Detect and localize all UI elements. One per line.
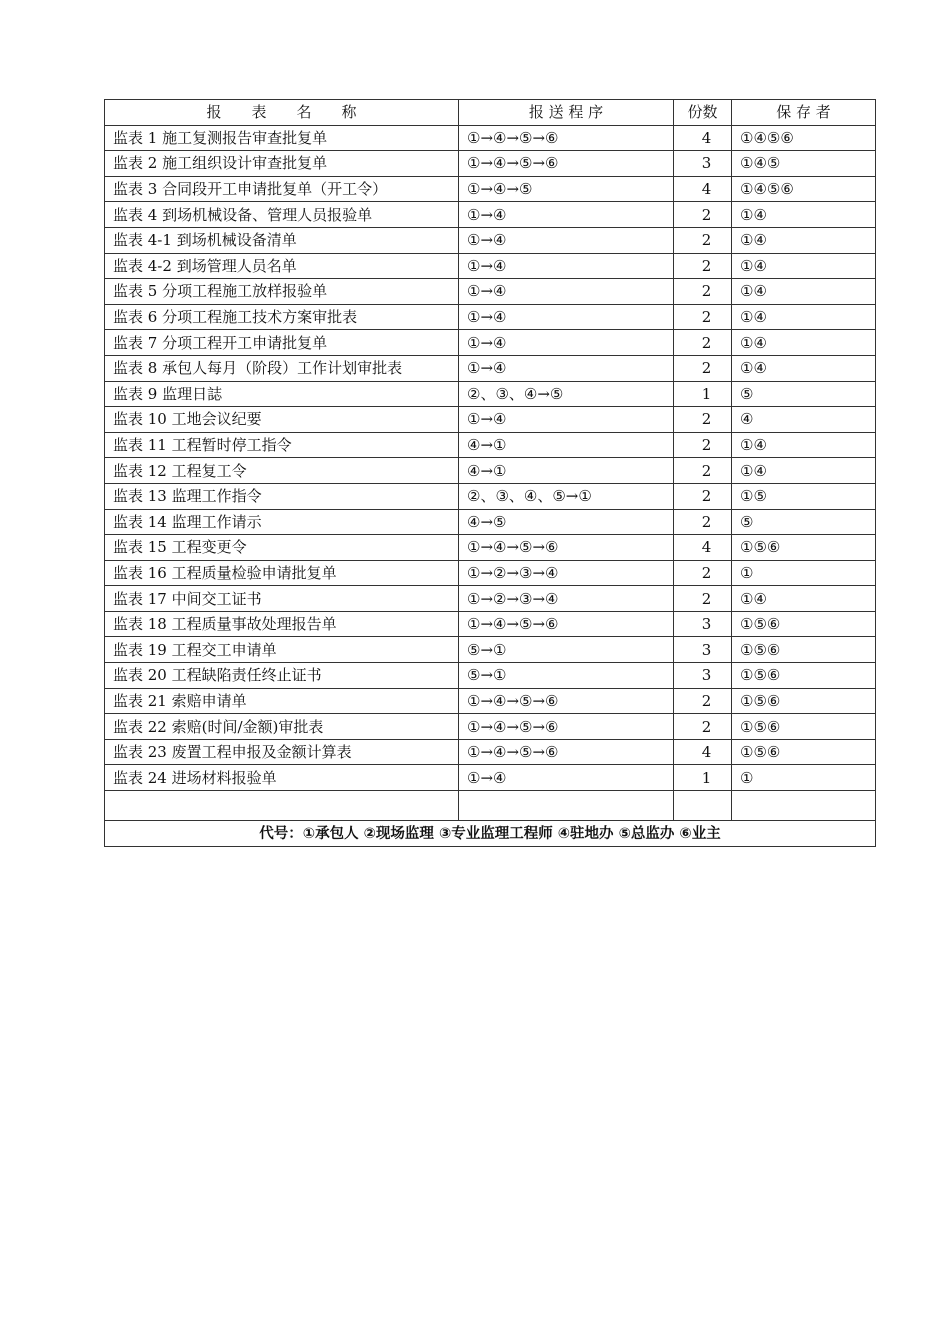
keeper-cell: ①⑤⑥ [732,663,876,689]
table-row [105,202,876,228]
submission-flow-cell: ①→④→⑤→⑥ [459,151,674,177]
keeper-cell: ①④ [732,432,876,458]
report-name-cell: 监表 10 工地会议纪要 [105,407,459,433]
copies-cell: 2 [674,714,732,740]
table-row [105,176,876,202]
report-name-cell: 监表 21 索赔申请单 [105,688,459,714]
report-name-cell: 监表 4 到场机械设备、管理人员报验单 [105,202,459,228]
copies-cell: 4 [674,125,732,151]
submission-flow-cell: ①→④ [459,765,674,791]
legend-text: 代号：①承包人 ②现场监理 ③专业监理工程师 ④驻地办 ⑤总监办 ⑥业主 [105,821,876,847]
copies-cell: 2 [674,483,732,509]
copies-cell: 1 [674,381,732,407]
keeper-cell: ①⑤⑥ [732,535,876,561]
submission-flow-cell: ①→④ [459,227,674,253]
table-row [105,355,876,381]
table-row [105,765,876,791]
report-name-cell: 监表 11 工程暂时停工指令 [105,432,459,458]
keeper-cell: ①⑤⑥ [732,637,876,663]
table-row [105,458,876,484]
table-row [105,535,876,561]
report-table [104,99,876,847]
submission-flow-cell: ①→④→⑤ [459,176,674,202]
table-header-row [105,100,876,126]
submission-flow-cell: ①→④ [459,279,674,305]
table-row [105,432,876,458]
report-name-cell: 监表 19 工程交工申请单 [105,637,459,663]
submission-flow-cell: ①→④→⑤→⑥ [459,739,674,765]
table-row [105,509,876,535]
header-report-name: 报 表 名 称 [105,100,459,126]
submission-flow-cell: ①→④→⑤→⑥ [459,535,674,561]
report-name-cell: 监表 13 监理工作指令 [105,483,459,509]
table-row [105,125,876,151]
keeper-cell: ①⑤⑥ [732,739,876,765]
table-row [105,253,876,279]
copies-cell: 2 [674,688,732,714]
submission-flow-cell: ①→②→③→④ [459,560,674,586]
keeper-cell: ①④⑤ [732,151,876,177]
copies-cell: 4 [674,739,732,765]
keeper-cell: ①④ [732,227,876,253]
copies-cell: 2 [674,407,732,433]
table-row [105,663,876,689]
report-name-cell: 监表 2 施工组织设计审查批复单 [105,151,459,177]
copies-cell: 2 [674,279,732,305]
report-name-cell: 监表 20 工程缺陷责任终止证书 [105,663,459,689]
submission-flow-cell: ①→④ [459,253,674,279]
submission-flow-cell: ①→④ [459,330,674,356]
keeper-cell: ①④ [732,202,876,228]
submission-flow-cell: ②、③、④、⑤→① [459,483,674,509]
empty-row [105,791,876,821]
report-name-cell: 监表 12 工程复工令 [105,458,459,484]
copies-cell: 2 [674,304,732,330]
submission-flow-cell: ①→④→⑤→⑥ [459,714,674,740]
table-row [105,611,876,637]
keeper-cell: ⑤ [732,381,876,407]
copies-cell: 2 [674,586,732,612]
copies-cell: 2 [674,253,732,279]
copies-cell: 2 [674,202,732,228]
table-row [105,407,876,433]
report-name-cell: 监表 16 工程质量检验申请批复单 [105,560,459,586]
table-row [105,688,876,714]
table-row [105,560,876,586]
report-name-cell: 监表 17 中间交工证书 [105,586,459,612]
keeper-cell: ①④⑤⑥ [732,176,876,202]
copies-cell: 3 [674,611,732,637]
keeper-cell: ①④ [732,355,876,381]
empty-cell [459,791,674,821]
submission-flow-cell: ④→① [459,432,674,458]
legend-row [105,821,876,847]
table-row [105,483,876,509]
submission-flow-cell: ①→④→⑤→⑥ [459,688,674,714]
keeper-cell: ①④⑤⑥ [732,125,876,151]
report-name-cell: 监表 8 承包人每月（阶段）工作计划审批表 [105,355,459,381]
table-row [105,151,876,177]
keeper-cell: ①④ [732,253,876,279]
report-name-cell: 监表 9 监理日誌 [105,381,459,407]
copies-cell: 1 [674,765,732,791]
copies-cell: 2 [674,458,732,484]
report-name-cell: 监表 23 废置工程申报及金额计算表 [105,739,459,765]
report-name-cell: 监表 7 分项工程开工申请批复单 [105,330,459,356]
keeper-cell: ①④ [732,458,876,484]
table-row [105,586,876,612]
copies-cell: 3 [674,663,732,689]
report-name-cell: 监表 14 监理工作请示 [105,509,459,535]
submission-flow-cell: ⑤→① [459,663,674,689]
submission-flow-cell: ①→④ [459,407,674,433]
submission-flow-cell: ①→④ [459,355,674,381]
copies-cell: 2 [674,560,732,586]
keeper-cell: ⑤ [732,509,876,535]
empty-cell [105,791,459,821]
copies-cell: 3 [674,151,732,177]
submission-flow-cell: ④→⑤ [459,509,674,535]
table-row [105,304,876,330]
copies-cell: 4 [674,176,732,202]
submission-flow-cell: ②、③、④→⑤ [459,381,674,407]
table-row [105,714,876,740]
report-name-cell: 监表 22 索赔(时间/金额)审批表 [105,714,459,740]
report-name-cell: 监表 3 合同段开工申请批复单（开工令） [105,176,459,202]
table-row [105,381,876,407]
keeper-cell: ④ [732,407,876,433]
report-name-cell: 监表 5 分项工程施工放样报验单 [105,279,459,305]
submission-flow-cell: ①→④→⑤→⑥ [459,125,674,151]
keeper-cell: ①④ [732,279,876,305]
report-name-cell: 监表 15 工程变更令 [105,535,459,561]
keeper-cell: ①⑤ [732,483,876,509]
report-name-cell: 监表 4-1 到场机械设备清单 [105,227,459,253]
copies-cell: 2 [674,509,732,535]
submission-flow-cell: ④→① [459,458,674,484]
keeper-cell: ①④ [732,304,876,330]
table-row [105,637,876,663]
submission-flow-cell: ①→④ [459,202,674,228]
table-body [105,125,876,846]
keeper-cell: ①④ [732,330,876,356]
table-row [105,227,876,253]
header-copies: 份数 [674,100,732,126]
report-name-cell: 监表 18 工程质量事故处理报告单 [105,611,459,637]
copies-cell: 2 [674,330,732,356]
copies-cell: 2 [674,432,732,458]
keeper-cell: ①⑤⑥ [732,611,876,637]
copies-cell: 4 [674,535,732,561]
empty-cell [674,791,732,821]
keeper-cell: ①⑤⑥ [732,688,876,714]
report-name-cell: 监表 4-2 到场管理人员名单 [105,253,459,279]
submission-flow-cell: ①→④ [459,304,674,330]
table-row [105,330,876,356]
header-keeper: 保 存 者 [732,100,876,126]
submission-flow-cell: ⑤→① [459,637,674,663]
keeper-cell: ① [732,560,876,586]
copies-cell: 2 [674,355,732,381]
submission-flow-cell: ①→②→③→④ [459,586,674,612]
report-name-cell: 监表 24 进场材料报验单 [105,765,459,791]
table-row [105,739,876,765]
keeper-cell: ① [732,765,876,791]
keeper-cell: ①⑤⑥ [732,714,876,740]
report-name-cell: 监表 1 施工复测报告审查批复单 [105,125,459,151]
header-submission-flow: 报 送 程 序 [459,100,674,126]
copies-cell: 2 [674,227,732,253]
report-name-cell: 监表 6 分项工程施工技术方案审批表 [105,304,459,330]
copies-cell: 3 [674,637,732,663]
keeper-cell: ①④ [732,586,876,612]
table-row [105,279,876,305]
empty-cell [732,791,876,821]
submission-flow-cell: ①→④→⑤→⑥ [459,611,674,637]
